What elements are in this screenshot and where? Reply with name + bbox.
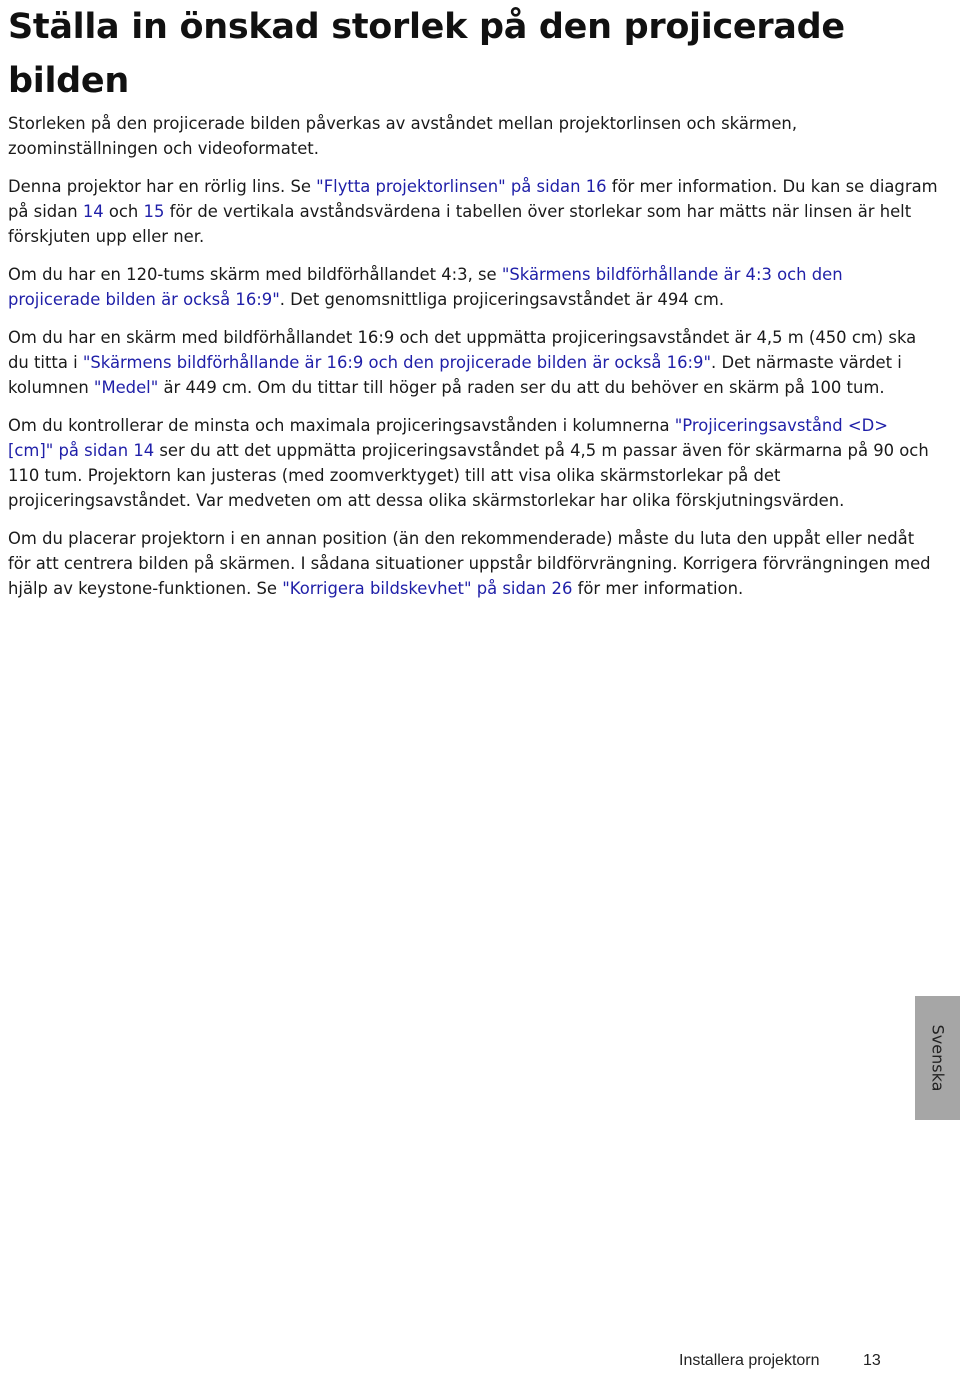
link-korrigera-bildskevhet[interactable]: "Korrigera bildskevhet" på sidan 26 [282,579,573,598]
link-flytta-projektorlinsen[interactable]: "Flytta projektorlinsen" på sidan 16 [316,177,607,196]
paragraph-16-9: Om du har en skärm med bildförhållandet 16:9 och det uppmätta projiceringsavståndet är 4,5 m (450 cm) ska du titta i "Skärmens bildförhållande är 16:9 och den projicerade bilden är också 16:9". Det närmaste värdet i kolumnen "Medel" är 449 cm. Om du tittar till höger på raden ser du att du behöver en skärm på 100 tum. [8,328,917,397]
language-tab-label: Svenska [928,1024,947,1092]
link-aspect-4-3[interactable]: "Skärmens bildförhållande är 4:3 och den projicerade bilden är också 16:9" [8,265,843,309]
paragraph-lens: Denna projektor har en rörlig lins. Se "Flytta projektorlinsen" på sidan 16 för mer information. Du kan se diagram på sidan 14 och 15 för de vertikala avståndsvärdena i tabellen över storlekar som har mätts när linsen är helt förskjuten upp eller ner. [8,177,938,246]
link-projiceringsavstand[interactable]: "Projiceringsavstånd <D> [cm]" på sidan 14 [8,416,888,460]
link-medel-column[interactable]: "Medel" [93,378,159,397]
footer-page-number: 13 [863,1352,881,1369]
language-tab [915,996,960,1120]
paragraph-keystone: Om du placerar projektorn i en annan position (än den rekommenderade) måste du luta den uppåt eller nedåt för att centrera bilden på skärmen. I sådana situationer uppstår bildförvrängning. Korrigera förvrängningen med hjälp av keystone-funktionen. Se "Korrigera bildskevhet" på sidan 26 för mer information. [8,529,931,598]
link-page-14[interactable]: 14 [82,202,104,221]
link-aspect-16-9[interactable]: "Skärmens bildförhållande är 16:9 och den projicerade bilden är också 16:9" [82,353,712,372]
paragraph-intro: Storleken på den projicerade bilden påverkas av avståndet mellan projektorlinsen och skärmen, zoominställningen och videoformatet. [8,114,798,158]
body-text [8,111,938,614]
paragraph-min-max: Om du kontrollerar de minsta och maximala projiceringsavstånden i kolumnerna "Projiceringsavstånd <D> [cm]" på sidan 14 ser du att det uppmätta projiceringsavståndet på 4,5 m passar även för skärmarna på 90 och 110 tum. Projektorn kan justeras (med zoomverktyget) till att visa olika skärmstorlekar på det projiceringsavståndet. Var medveten om att dessa olika skärmstorlekar har olika förskjutningsvärden. [8,416,929,510]
paragraph-120-inch: Om du har en 120-tums skärm med bildförhållandet 4:3, se "Skärmens bildförhållande är 4:3 och den projicerade bilden är också 16:9". Det genomsnittliga projiceringsavståndet är 494 cm. [8,265,843,309]
link-page-15[interactable]: 15 [143,202,165,221]
footer-section-title: Installera projektorn [679,1352,820,1369]
page-title: Ställa in önskad storlek på den projicerade bilden [8,7,845,101]
